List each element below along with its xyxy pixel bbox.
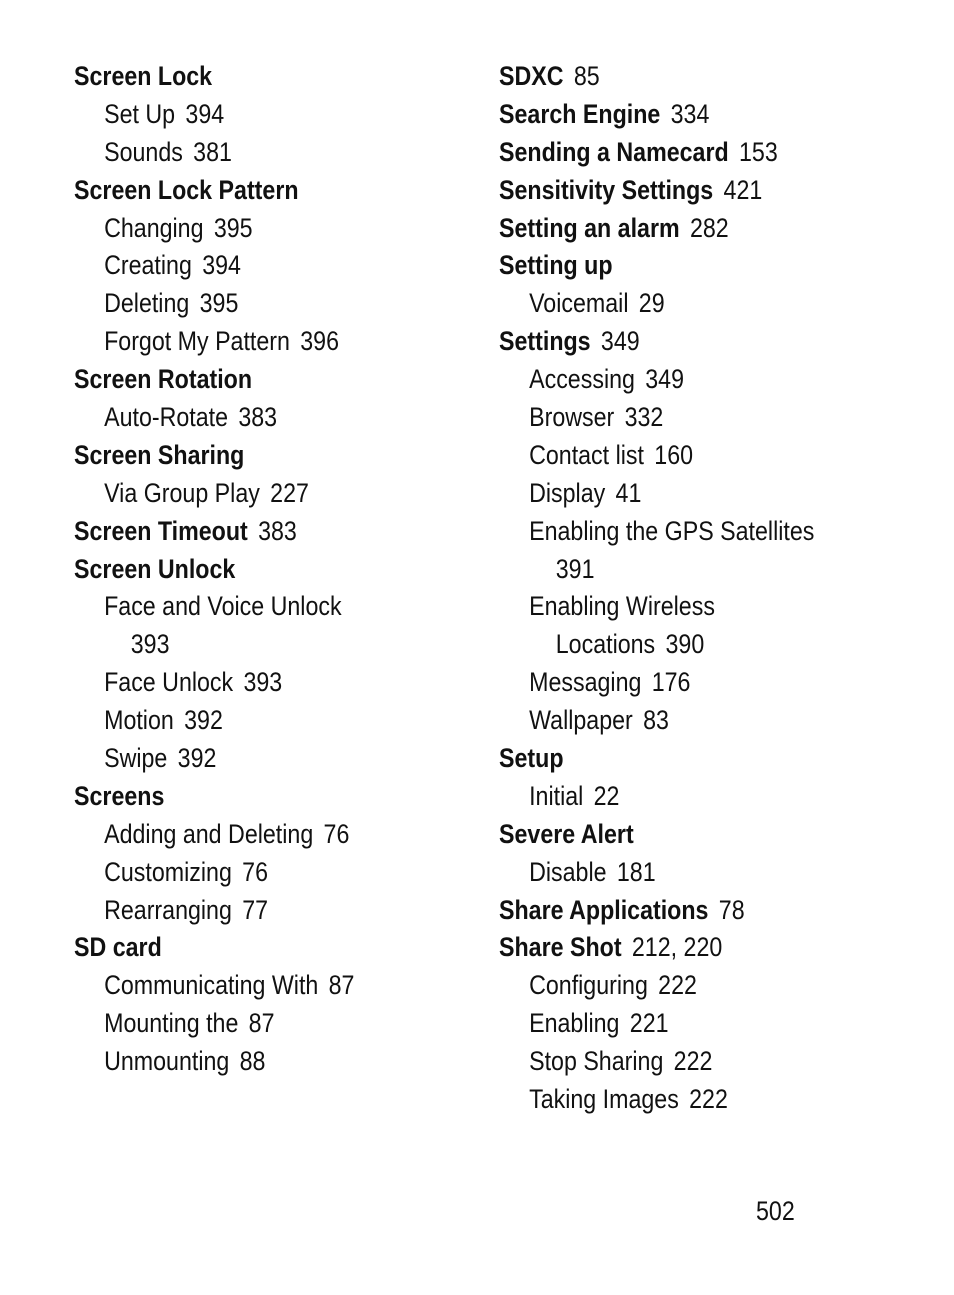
- entry-term: Customizing: [104, 856, 232, 887]
- entry-page-ref: 392: [177, 743, 217, 774]
- index-subentry: [74, 285, 418, 323]
- entry-term: Enabling the GPS Satellites: [529, 515, 815, 546]
- entry-page-ref: 87: [248, 1008, 275, 1039]
- entry-term: Screen Timeout: [74, 515, 248, 546]
- index-subentry: [74, 323, 418, 361]
- index-subentry: [74, 967, 418, 1005]
- entry-page-ref: 83: [643, 705, 669, 736]
- entry-page-ref: 87: [328, 970, 355, 1001]
- entry-term: Accessing: [529, 364, 635, 395]
- index-entry: [74, 437, 418, 475]
- index-subentry: [499, 285, 843, 323]
- index-subentry: [74, 399, 418, 437]
- entry-term: Face Unlock: [104, 667, 234, 698]
- entry-page-ref: 76: [242, 856, 269, 887]
- entry-page-ref: 160: [654, 439, 694, 470]
- entry-page-ref: 88: [239, 1046, 266, 1077]
- index-subentry: [499, 475, 843, 513]
- index-subentry: [499, 513, 843, 551]
- entry-term: SD card: [74, 932, 162, 963]
- index-subentry: [74, 892, 418, 930]
- index-subentry: [499, 854, 843, 892]
- index-subentry: [74, 1005, 418, 1043]
- index-entry: [499, 172, 843, 210]
- entry-term: Display: [529, 477, 606, 508]
- entry-term: Enabling Wireless: [529, 591, 715, 622]
- page-number: 502: [756, 1196, 795, 1226]
- entry-term: Via Group Play: [104, 477, 260, 508]
- entry-term: Voicemail: [529, 288, 629, 319]
- index-entry: [74, 58, 418, 96]
- entry-page-ref: 85: [573, 61, 600, 91]
- index-subentry: [499, 437, 843, 475]
- entry-page-ref: 221: [629, 1008, 669, 1039]
- entry-term: Mounting the: [104, 1008, 239, 1039]
- entry-page-ref: 282: [689, 212, 729, 243]
- entry-page-ref: 212, 220: [631, 932, 723, 963]
- index-column-left: [74, 58, 474, 1081]
- entry-page-ref: 383: [238, 402, 278, 433]
- index-entry: [74, 551, 418, 589]
- entry-term: Unmounting: [104, 1046, 230, 1077]
- entry-term: Locations: [555, 629, 656, 660]
- entry-term: Screen Rotation: [74, 364, 253, 395]
- entry-page-ref: 381: [193, 136, 232, 167]
- entry-page-ref: 394: [185, 98, 225, 129]
- entry-term: Motion: [104, 705, 174, 736]
- entry-page-ref: 349: [600, 326, 640, 357]
- entry-term: Face and Voice Unlock: [104, 591, 342, 622]
- entry-term: Contact list: [529, 439, 644, 470]
- entry-term: Sending a Namecard: [499, 136, 729, 167]
- index-subentry: [499, 664, 843, 702]
- index-subentry: [74, 588, 418, 626]
- entry-term: Enabling: [529, 1008, 620, 1039]
- entry-term: Severe Alert: [499, 818, 634, 849]
- index-subentry: [74, 702, 418, 740]
- entry-term: Changing: [104, 212, 204, 243]
- entry-page-ref: 78: [718, 894, 745, 925]
- entry-page-ref: 153: [739, 136, 778, 167]
- entry-page-ref: 391: [555, 553, 595, 584]
- entry-page-ref: 393: [130, 629, 170, 660]
- entry-page-ref: 222: [658, 970, 697, 1001]
- index-subentry: [74, 210, 418, 248]
- entry-term: Browser: [529, 402, 615, 433]
- index-subentry: [74, 854, 418, 892]
- entry-page-ref: 383: [258, 515, 297, 546]
- entry-term: Deleting: [104, 288, 190, 319]
- entry-page-ref: 77: [242, 894, 269, 925]
- entry-term: Screens: [74, 780, 165, 811]
- index-entry: [499, 134, 843, 172]
- entry-term: Communicating With: [104, 970, 319, 1001]
- entry-term: Messaging: [529, 667, 642, 698]
- entry-term: Wallpaper: [529, 705, 633, 736]
- index-entry: [74, 172, 418, 210]
- entry-term: Screen Unlock: [74, 553, 236, 584]
- entry-page-ref: 334: [670, 98, 710, 129]
- index-continuation: [499, 551, 843, 589]
- index-entry: [499, 892, 843, 930]
- entry-page-ref: 421: [723, 174, 763, 205]
- index-entry: [499, 323, 843, 361]
- index-subentry: [74, 247, 418, 285]
- entry-term: Set Up: [104, 98, 176, 129]
- index-column-right: [499, 58, 899, 1119]
- entry-term: Setup: [499, 743, 564, 774]
- entry-term: Search Engine: [499, 98, 661, 129]
- index-entry: [74, 929, 418, 967]
- entry-term: Disable: [529, 856, 607, 887]
- entry-term: Sensitivity Settings: [499, 174, 714, 205]
- entry-term: Taking Images: [529, 1084, 679, 1115]
- entry-term: Sounds: [104, 136, 183, 167]
- entry-term: Screen Lock: [74, 61, 213, 91]
- index-subentry: [74, 134, 418, 172]
- index-entry: [74, 778, 418, 816]
- entry-page-ref: 392: [184, 705, 223, 736]
- index-subentry: [74, 664, 418, 702]
- index-subentry: [499, 702, 843, 740]
- entry-page-ref: 395: [213, 212, 253, 243]
- index-subentry: [499, 399, 843, 437]
- index-entry: [499, 58, 843, 96]
- entry-page-ref: 222: [673, 1046, 713, 1077]
- entry-term: Share Shot: [499, 932, 622, 963]
- index-subentry: [74, 740, 418, 778]
- index-subentry: [499, 1005, 843, 1043]
- index-subentry: [74, 816, 418, 854]
- entry-term: Rearranging: [104, 894, 232, 925]
- entry-page-ref: 393: [243, 667, 283, 698]
- entry-page-ref: 22: [593, 780, 620, 811]
- entry-term: Configuring: [529, 970, 648, 1001]
- entry-page-ref: 396: [300, 326, 340, 357]
- index-subentry: [499, 361, 843, 399]
- index-subentry: [74, 1043, 418, 1081]
- index-subentry: [74, 96, 418, 134]
- entry-term: Screen Lock Pattern: [74, 174, 299, 205]
- index-entry: [499, 96, 843, 134]
- entry-page-ref: 227: [270, 477, 309, 508]
- entry-term: Settings: [499, 326, 591, 357]
- entry-term: Adding and Deleting: [104, 818, 314, 849]
- index-subentry: [74, 475, 418, 513]
- entry-page-ref: 176: [651, 667, 691, 698]
- entry-term: Screen Sharing: [74, 439, 245, 470]
- entry-page-ref: 395: [199, 288, 239, 319]
- index-entry: [499, 247, 843, 285]
- entry-term: Initial: [529, 780, 584, 811]
- entry-term: Stop Sharing: [529, 1046, 664, 1077]
- index-entry: [499, 816, 843, 854]
- entry-term: Share Applications: [499, 894, 709, 925]
- entry-term: Forgot My Pattern: [104, 326, 290, 357]
- index-subentry: [499, 778, 843, 816]
- entry-page-ref: 332: [624, 402, 664, 433]
- entry-page-ref: 390: [665, 629, 705, 660]
- entry-page-ref: 76: [323, 818, 350, 849]
- entry-page-ref: 41: [615, 477, 642, 508]
- entry-term: SDXC: [499, 61, 564, 91]
- index-entry: [499, 210, 843, 248]
- entry-page-ref: 394: [202, 250, 241, 281]
- index-entry: [74, 361, 418, 399]
- index-subentry: [499, 1081, 843, 1119]
- index-entry: [499, 929, 843, 967]
- index-subentry: [499, 1043, 843, 1081]
- index-continuation: [499, 626, 843, 664]
- entry-term: Setting up: [499, 250, 613, 281]
- entry-page-ref: 181: [616, 856, 656, 887]
- entry-page-ref: 222: [689, 1084, 728, 1115]
- index-subentry: [499, 967, 843, 1005]
- entry-page-ref: 349: [645, 364, 685, 395]
- entry-term: Setting an alarm: [499, 212, 680, 243]
- index-entry: [499, 740, 843, 778]
- index-entry: [74, 513, 418, 551]
- entry-term: Auto-Rotate: [104, 402, 229, 433]
- index-subentry: [499, 588, 843, 626]
- entry-term: Creating: [104, 250, 192, 281]
- index-continuation: [74, 626, 418, 664]
- entry-term: Swipe: [104, 743, 168, 774]
- entry-page-ref: 29: [638, 288, 665, 319]
